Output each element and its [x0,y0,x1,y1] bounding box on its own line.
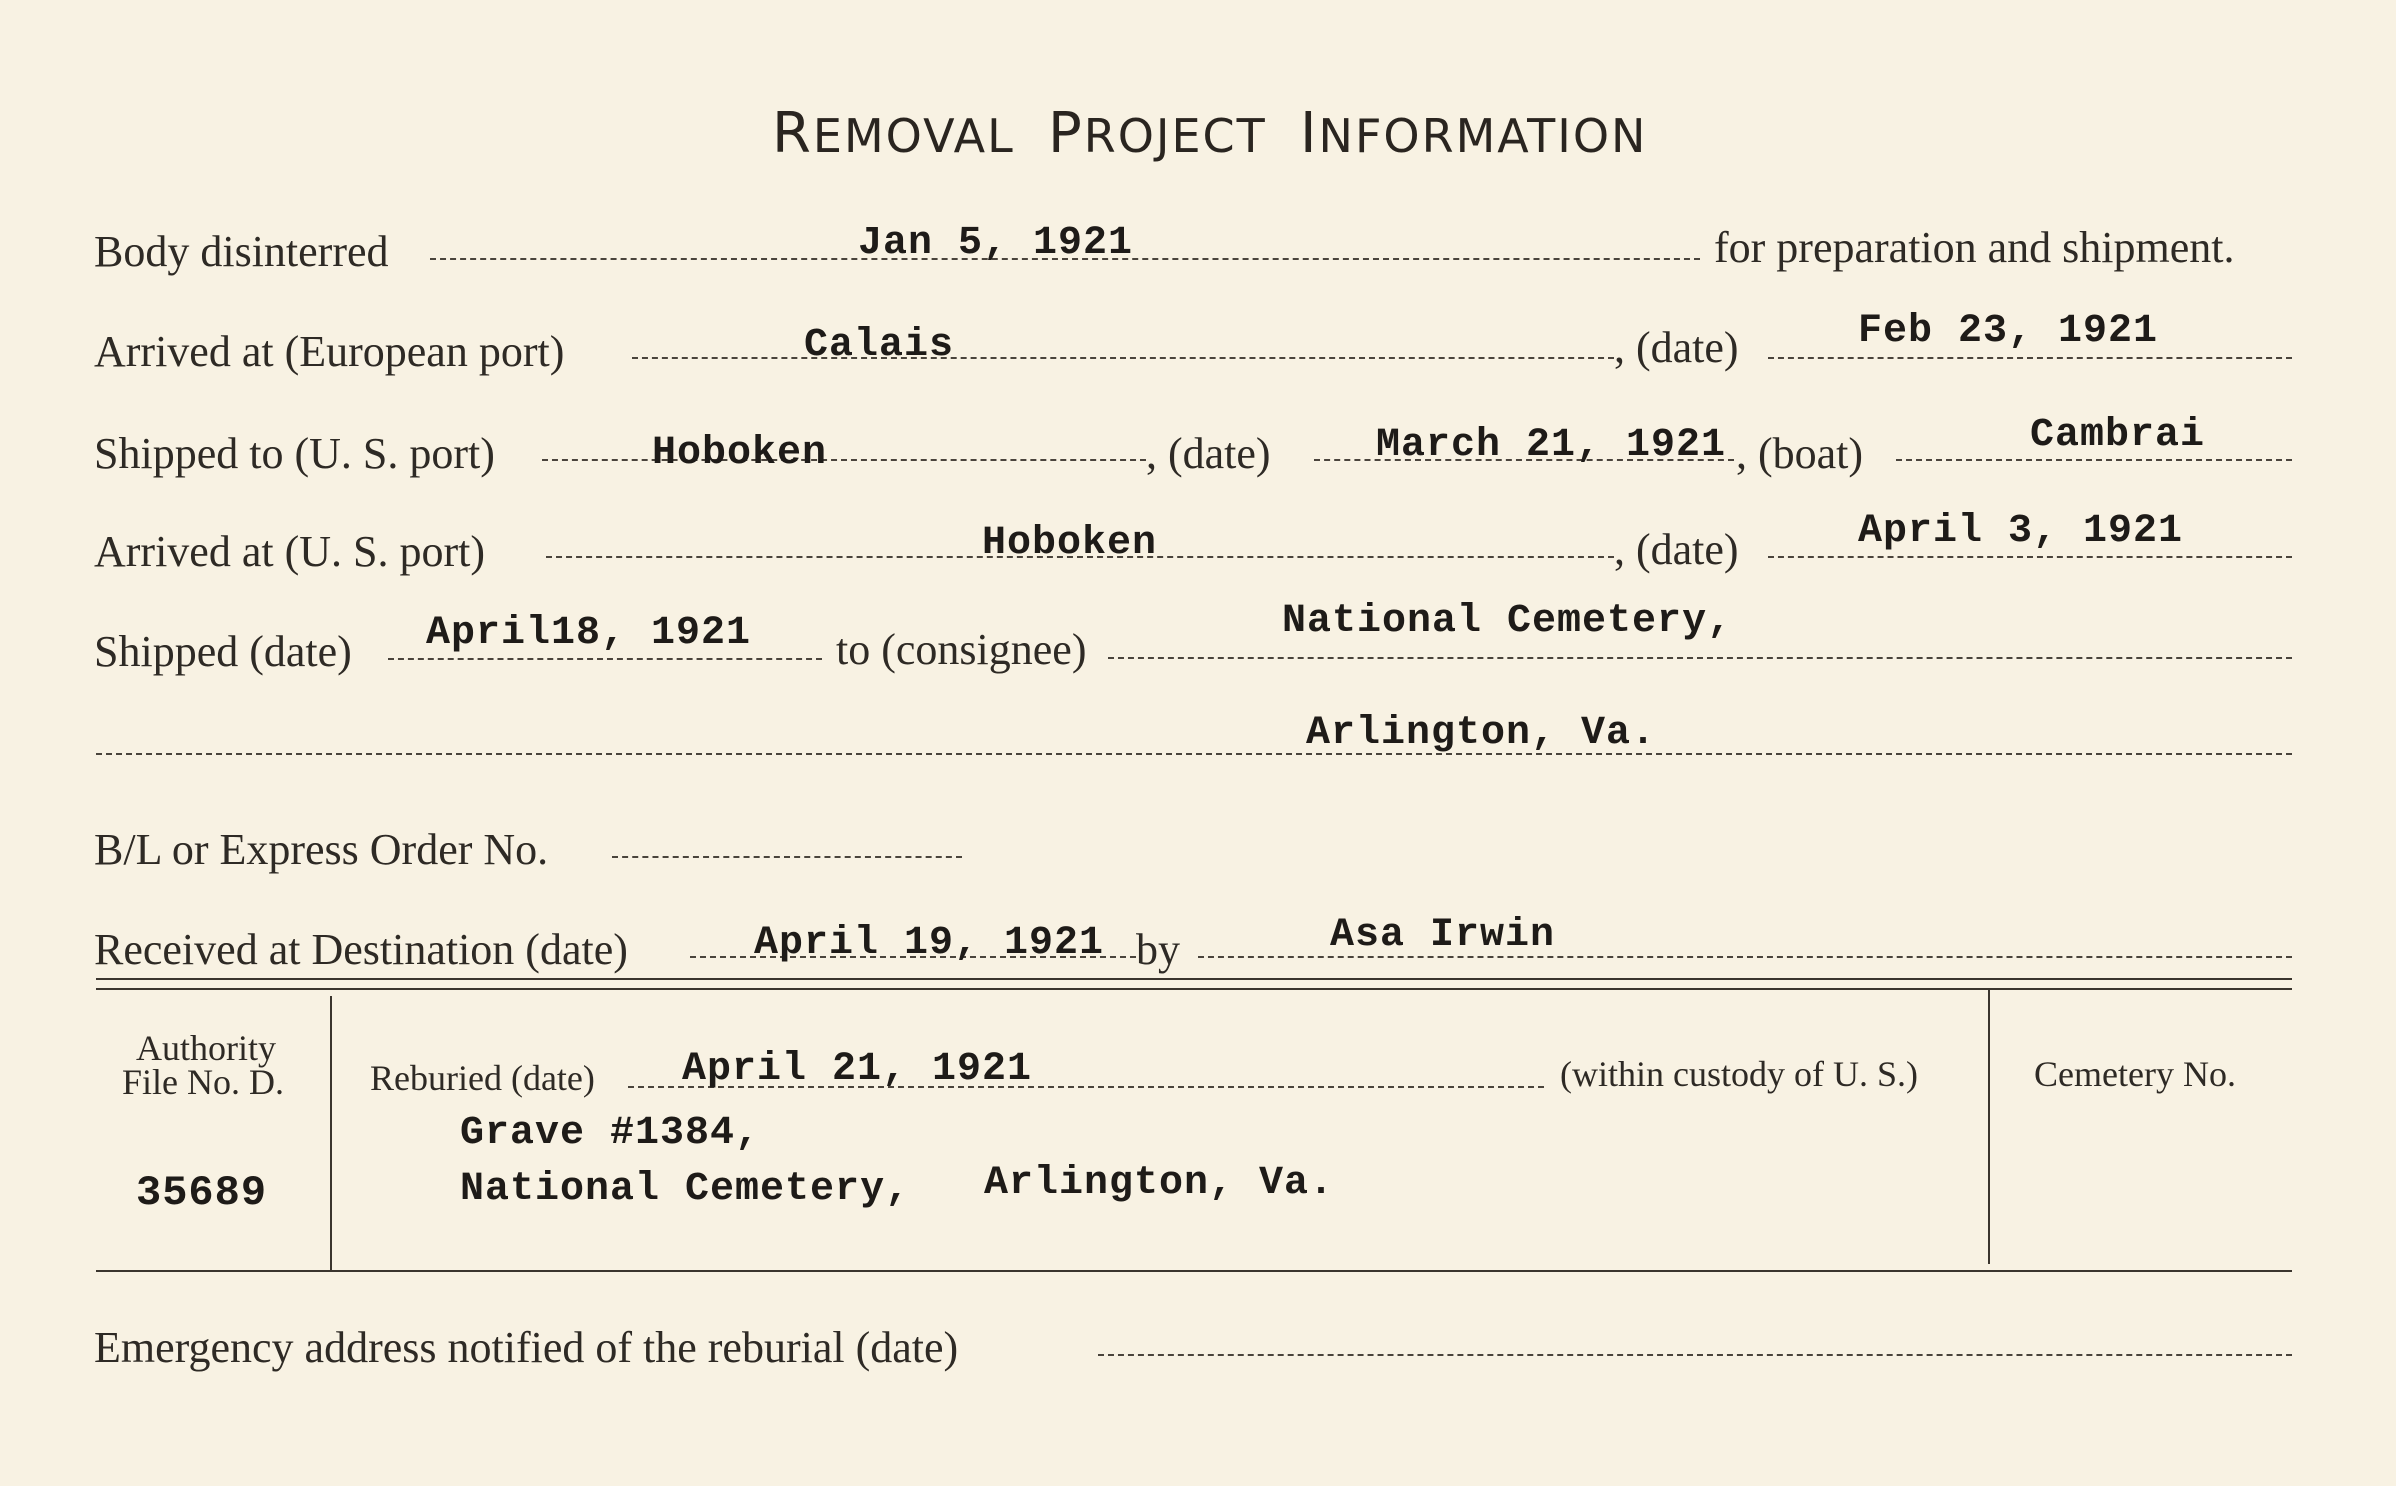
reburied-date-value: April 21, 1921 [682,1047,1033,1092]
box-divider-right [1988,990,1990,1264]
boat-value: Cambrai [2030,413,2206,458]
title-initial: P [1047,101,1084,166]
european-date-label: , (date) [1614,323,1739,372]
european-port-value: Calais [804,323,955,368]
shipped-to-date-label: , (date) [1146,429,1271,478]
boat-label: , (boat) [1736,429,1864,478]
received-by-label: by [1136,925,1180,974]
custody-label: (within custody of U. S.) [1560,1054,1918,1094]
box-top-rule-1 [96,978,2292,980]
shipped-to-value: Hoboken [652,431,828,476]
shipped-date-line [388,658,822,660]
shipped-date-label: Shipped (date) [94,627,352,676]
consignee-line [1108,657,2292,659]
shipped-to-line [542,459,1146,461]
arrived-us-date-value: April 3, 1921 [1858,509,2184,554]
consignee-label: to (consignee) [836,625,1087,674]
grave-line-2a: National Cemetery, [460,1167,911,1212]
title-word: ROJECT [1083,109,1267,163]
received-by-value: Asa Irwin [1330,913,1556,958]
arrived-us-date-line [1768,556,2292,558]
arrived-us-date-label: , (date) [1614,525,1739,574]
box-bottom-rule [96,1270,2292,1272]
title-initial: R [772,101,813,166]
arrived-us-value: Hoboken [982,521,1158,566]
bl-line [612,856,962,858]
bl-label: B/L or Express Order No. [94,825,549,874]
grave-line-1: Grave #1384, [460,1111,761,1156]
card-title [772,101,1648,166]
box-divider-left [330,996,332,1270]
shipped-to-label: Shipped to (U. S. port) [94,429,495,478]
shipped-date-value: April18, 1921 [426,611,752,656]
received-label: Received at Destination (date) [94,925,628,974]
disinterred-suffix: for preparation and shipment. [1714,223,2235,272]
emergency-line [1098,1354,2292,1356]
received-date-value: April 19, 1921 [754,921,1105,966]
consignee-value-1: National Cemetery, [1282,599,1733,644]
european-date-line [1768,357,2292,359]
cemetery-no-label: Cemetery No. [2034,1054,2236,1094]
disinterred-value: Jan 5, 1921 [858,221,1134,266]
arrived-us-label: Arrived at (U. S. port) [94,527,486,576]
box-top-rule-2 [96,988,2292,990]
consignee-value-2: Arlington, Va. [1306,711,1657,756]
reburied-label: Reburied (date) [370,1058,595,1098]
title-word: EMOVAL [812,109,1015,163]
file-no-value: 35689 [136,1169,268,1217]
title-word: NFORMATION [1318,109,1648,163]
disinterred-label: Body disinterred [94,227,389,276]
european-port-line [632,357,1614,359]
boat-line [1896,459,2292,461]
authority-label: Authority [136,1028,276,1068]
emergency-label: Emergency address notified of the reburial (date) [94,1323,959,1372]
consignee-line-2 [96,753,2292,755]
file-no-label: File No. D. [122,1062,284,1102]
grave-line-2b: Arlington, Va. [984,1161,1335,1206]
title-initial: I [1300,101,1319,166]
shipped-to-date-value: March 21, 1921 [1376,423,1727,468]
european-port-label: Arrived at (European port) [94,327,565,376]
european-date-value: Feb 23, 1921 [1858,309,2159,354]
